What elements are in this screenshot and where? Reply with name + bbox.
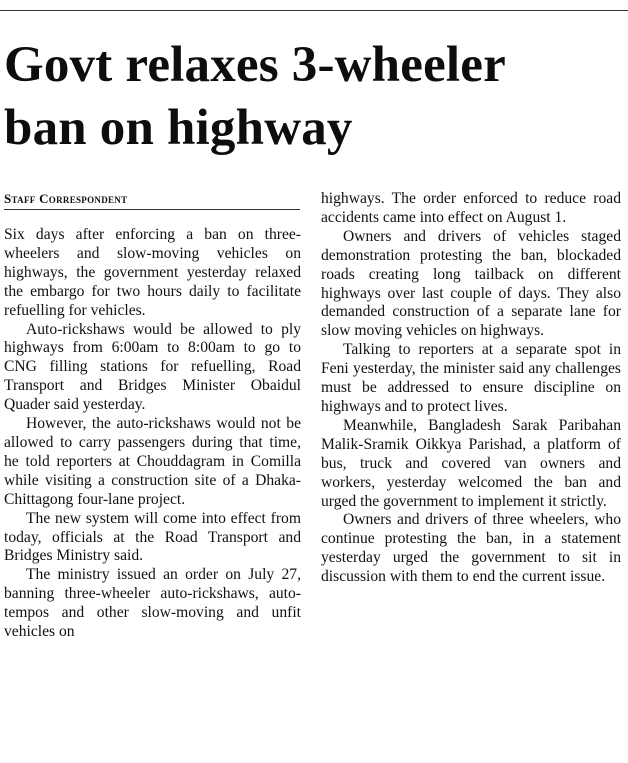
article-column-left: [4, 226, 301, 642]
paragraph: Six days after enforcing a ban on three-wheelers and slow-moving vehicles on highways, the government yesterday relaxed the embargo for two hours daily to facilitate refuelling for vehicles.: [4, 226, 301, 319]
paragraph: The ministry issued an order on July 27, banning three-wheeler auto-rickshaws, auto-tempos and other slow-moving and unfit vehicles on: [4, 566, 301, 641]
paragraph-continuation: highways. The order enforced to reduce road accidents came into effect on August 1.: [321, 190, 621, 226]
paragraph: Owners and drivers of three wheelers, who continue protesting the ban, in a statement yesterday urged the government to sit in discussion with them to end the current issue.: [321, 511, 621, 586]
headline: [4, 34, 624, 160]
top-rule: [0, 10, 628, 11]
paragraph: Owners and drivers of vehicles staged demonstration protesting the ban, blockaded roads creating long tailback on different highways over last couple of days. They also demanded construction of a separate lane for slow moving vehicles on highways.: [321, 227, 621, 340]
article-column-right: [321, 190, 621, 587]
paragraph: However, the auto-rickshaws would not be allowed to carry passengers during that time, he told reporters at Chouddagram in Comilla while visiting a construction site of a Dhaka-Chittagong four-lane project.: [4, 415, 301, 508]
paragraph: Meanwhile, Bangladesh Sarak Paribahan Malik-Sramik Oikkya Parishad, a platform of bus, truck and covered van owners and workers, yesterday welcomed the ban and urged the government to implement it strictly.: [321, 416, 621, 510]
byline: Staff Correspondent: [4, 190, 300, 210]
headline-line-2: ban on highway: [4, 100, 353, 156]
paragraph: Auto-rickshaws would be allowed to ply highways from 6:00am to 8:00am to go to CNG filling stations for refuelling, Road Transport and Bridges Minister Obaidul Quader said yesterday.: [4, 320, 301, 414]
paragraph: Talking to reporters at a separate spot in Feni yesterday, the minister said any challenges must be addressed to ensure discipline on highways and to protect lives.: [321, 341, 621, 415]
paragraph: The new system will come into effect from today, officials at the Road Transport and Bridges Ministry said.: [4, 509, 301, 565]
headline-line-1: Govt relaxes 3-wheeler: [4, 37, 506, 93]
